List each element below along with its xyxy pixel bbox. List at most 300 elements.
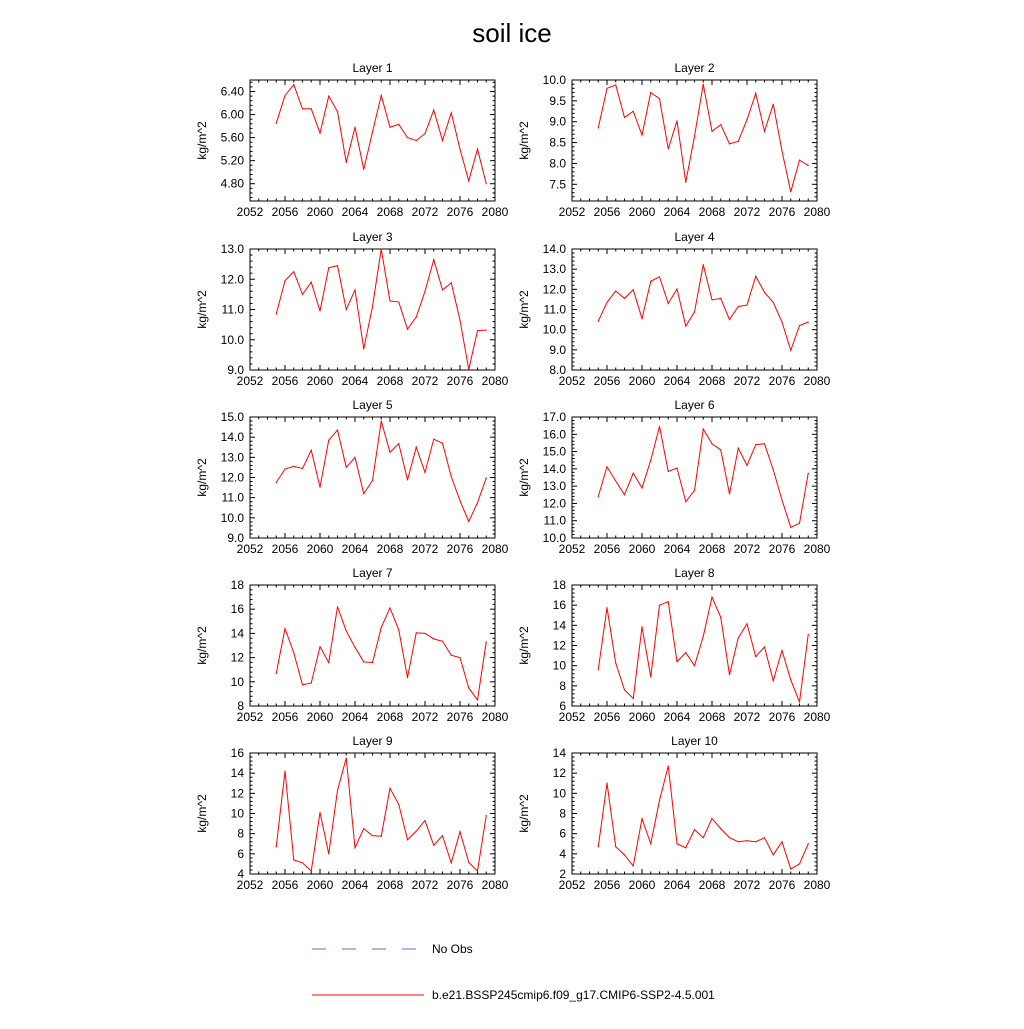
x-tick-label: 2056 — [593, 710, 621, 724]
data-point — [328, 267, 329, 268]
data-point — [598, 321, 599, 322]
data-point — [668, 303, 669, 304]
data-point — [407, 677, 408, 678]
y-axis-label: kg/m^2 — [517, 458, 531, 497]
x-tick-label: 2052 — [558, 878, 586, 892]
data-point — [424, 472, 425, 473]
data-point — [598, 496, 599, 497]
data-point — [398, 629, 399, 630]
y-tick-label: 15.0 — [220, 410, 244, 424]
y-tick-label: 8 — [559, 678, 566, 693]
data-point — [808, 843, 809, 844]
x-tick-label: 2056 — [593, 205, 621, 219]
panel-title: Layer 6 — [674, 398, 715, 412]
y-tick-label: 8.0 — [549, 156, 566, 171]
data-point — [276, 123, 277, 124]
x-tick-label: 2056 — [271, 205, 299, 219]
data-point — [354, 457, 355, 458]
data-point — [398, 804, 399, 805]
data-point — [433, 109, 434, 110]
y-tick-label: 12.0 — [542, 496, 566, 511]
data-point — [293, 859, 294, 860]
y-axis-label: kg/m^2 — [195, 458, 209, 497]
data-point — [372, 306, 373, 307]
data-point — [729, 837, 730, 838]
data-point — [755, 444, 756, 445]
data-point — [363, 661, 364, 662]
y-tick-label: 5.60 — [220, 130, 244, 145]
x-tick-label: 2076 — [446, 374, 474, 388]
data-point — [703, 84, 704, 85]
panels-group — [195, 61, 831, 892]
data-point — [372, 662, 373, 663]
data-point — [381, 95, 382, 96]
data-point — [451, 282, 452, 283]
x-tick-label: 2064 — [341, 710, 369, 724]
data-point — [311, 450, 312, 451]
data-point — [486, 815, 487, 816]
data-point — [398, 124, 399, 125]
data-point — [790, 868, 791, 869]
data-point — [659, 800, 660, 801]
data-point — [703, 837, 704, 838]
data-point — [755, 841, 756, 842]
data-point — [337, 111, 338, 112]
x-tick-label: 2056 — [271, 878, 299, 892]
data-point — [442, 835, 443, 836]
data-point — [468, 862, 469, 863]
data-point — [598, 127, 599, 128]
plot-frame — [250, 249, 495, 370]
data-point — [624, 298, 625, 299]
data-point — [615, 846, 616, 847]
y-tick-label: 13.0 — [220, 450, 244, 465]
data-point — [276, 482, 277, 483]
y-tick-label: 12 — [552, 766, 566, 781]
data-point — [433, 259, 434, 260]
x-tick-label: 2076 — [768, 710, 796, 724]
y-tick-label: 13.0 — [220, 242, 244, 256]
y-tick-label: 10.0 — [542, 73, 566, 87]
y-tick-label: 13.0 — [542, 479, 566, 494]
y-tick-label: 10.0 — [220, 332, 244, 347]
data-point — [424, 133, 425, 134]
data-point — [746, 119, 747, 120]
x-tick-label: 2076 — [768, 878, 796, 892]
y-tick-label: 12 — [230, 650, 244, 665]
data-point — [781, 150, 782, 151]
x-tick-label: 2060 — [306, 374, 334, 388]
data-point — [407, 839, 408, 840]
y-axis-label: kg/m^2 — [517, 121, 531, 160]
data-point — [302, 294, 303, 295]
y-axis-label: kg/m^2 — [195, 794, 209, 833]
data-point — [799, 325, 800, 326]
data-point — [685, 501, 686, 502]
x-tick-label: 2056 — [593, 374, 621, 388]
y-tick-label: 9.0 — [549, 114, 566, 129]
data-point — [598, 846, 599, 847]
data-point — [442, 140, 443, 141]
y-tick-label: 7.5 — [549, 177, 566, 192]
data-point — [720, 124, 721, 125]
y-tick-label: 4 — [559, 846, 566, 861]
panel-layer-6 — [517, 398, 831, 556]
data-point — [302, 108, 303, 109]
x-tick-label: 2064 — [341, 374, 369, 388]
x-tick-label: 2052 — [236, 374, 264, 388]
legend-obs-label: No Obs — [432, 942, 473, 956]
data-point — [790, 679, 791, 680]
x-tick-label: 2060 — [628, 710, 656, 724]
data-point — [606, 466, 607, 467]
x-tick-label: 2080 — [481, 205, 509, 219]
x-tick-label: 2072 — [733, 205, 761, 219]
x-tick-label: 2056 — [271, 374, 299, 388]
data-point — [764, 292, 765, 293]
series-line — [276, 607, 486, 700]
series-line — [598, 84, 808, 192]
data-point — [633, 473, 634, 474]
data-point — [477, 149, 478, 150]
data-point — [606, 88, 607, 89]
data-point — [764, 443, 765, 444]
data-point — [433, 638, 434, 639]
data-point — [424, 291, 425, 292]
data-point — [293, 271, 294, 272]
y-tick-label: 14 — [230, 626, 244, 641]
data-point — [354, 647, 355, 648]
y-tick-label: 6.40 — [220, 84, 244, 99]
x-tick-label: 2060 — [306, 205, 334, 219]
data-point — [363, 348, 364, 349]
x-tick-label: 2060 — [628, 205, 656, 219]
data-point — [346, 309, 347, 310]
plot-frame — [250, 753, 495, 874]
data-point — [416, 831, 417, 832]
x-tick-label: 2068 — [698, 878, 726, 892]
data-point — [319, 310, 320, 311]
x-tick-label: 2072 — [733, 374, 761, 388]
data-point — [624, 854, 625, 855]
x-tick-label: 2080 — [803, 878, 831, 892]
data-point — [337, 430, 338, 431]
data-point — [694, 829, 695, 830]
data-point — [624, 689, 625, 690]
data-point — [676, 843, 677, 844]
data-point — [389, 607, 390, 608]
data-point — [641, 487, 642, 488]
data-point — [703, 264, 704, 265]
x-tick-label: 2060 — [306, 542, 334, 556]
y-tick-label: 8 — [559, 806, 566, 821]
data-point — [615, 84, 616, 85]
panel-title: Layer 3 — [352, 230, 393, 244]
data-point — [781, 841, 782, 842]
data-point — [302, 468, 303, 469]
data-point — [711, 299, 712, 300]
plot-frame — [250, 585, 495, 706]
data-point — [694, 311, 695, 312]
data-point — [381, 248, 382, 249]
data-point — [676, 661, 677, 662]
data-point — [773, 680, 774, 681]
x-tick-label: 2072 — [411, 710, 439, 724]
data-point — [781, 650, 782, 651]
data-point — [641, 626, 642, 627]
y-tick-label: 11.0 — [543, 302, 566, 317]
x-tick-label: 2068 — [698, 374, 726, 388]
x-tick-label: 2068 — [376, 205, 404, 219]
y-tick-label: 12.0 — [542, 282, 566, 297]
data-point — [633, 111, 634, 112]
x-tick-label: 2068 — [376, 878, 404, 892]
y-tick-label: 4.80 — [220, 176, 244, 191]
x-tick-label: 2076 — [446, 205, 474, 219]
series-line — [598, 265, 808, 351]
data-point — [372, 480, 373, 481]
y-tick-label: 12 — [552, 638, 566, 653]
data-point — [486, 183, 487, 184]
data-point — [293, 466, 294, 467]
y-tick-label: 12 — [230, 786, 244, 801]
data-point — [328, 853, 329, 854]
data-point — [606, 783, 607, 784]
data-point — [363, 169, 364, 170]
data-point — [668, 601, 669, 602]
data-point — [451, 112, 452, 113]
data-point — [746, 465, 747, 466]
y-tick-label: 6.00 — [220, 107, 244, 122]
data-point — [615, 290, 616, 291]
y-tick-label: 16.0 — [542, 427, 566, 442]
data-point — [764, 131, 765, 132]
panel-layer-5 — [195, 398, 509, 556]
x-tick-label: 2060 — [628, 878, 656, 892]
data-point — [433, 845, 434, 846]
y-axis-label: kg/m^2 — [517, 290, 531, 329]
data-point — [381, 420, 382, 421]
y-tick-label: 11.0 — [221, 490, 244, 505]
data-point — [799, 523, 800, 524]
x-tick-label: 2052 — [558, 205, 586, 219]
y-tick-label: 10 — [552, 786, 566, 801]
data-point — [433, 439, 434, 440]
x-tick-label: 2072 — [733, 710, 761, 724]
data-point — [694, 490, 695, 491]
data-point — [407, 137, 408, 138]
data-point — [685, 652, 686, 653]
series-line — [276, 249, 486, 369]
data-point — [685, 182, 686, 183]
x-tick-label: 2064 — [663, 878, 691, 892]
panel-layer-8 — [517, 566, 831, 724]
y-tick-label: 6 — [237, 846, 244, 861]
data-point — [477, 699, 478, 700]
data-point — [764, 837, 765, 838]
panel-title: Layer 8 — [674, 566, 715, 580]
data-point — [746, 623, 747, 624]
data-point — [781, 499, 782, 500]
panel-title: Layer 5 — [352, 398, 393, 412]
data-point — [641, 134, 642, 135]
data-point — [354, 847, 355, 848]
data-point — [407, 329, 408, 330]
data-point — [468, 180, 469, 181]
data-point — [808, 473, 809, 474]
y-tick-label: 10.0 — [542, 531, 566, 545]
data-point — [477, 870, 478, 871]
plot-frame — [572, 417, 817, 538]
y-tick-label: 11.0 — [221, 302, 244, 317]
x-tick-label: 2076 — [768, 374, 796, 388]
x-tick-label: 2076 — [768, 205, 796, 219]
data-point — [451, 476, 452, 477]
data-point — [486, 641, 487, 642]
x-tick-label: 2052 — [236, 878, 264, 892]
data-point — [451, 862, 452, 863]
data-point — [755, 93, 756, 94]
data-point — [416, 140, 417, 141]
x-tick-label: 2072 — [733, 542, 761, 556]
x-tick-label: 2080 — [803, 542, 831, 556]
y-tick-label: 16 — [230, 602, 244, 617]
data-point — [311, 108, 312, 109]
data-point — [773, 302, 774, 303]
data-point — [799, 701, 800, 702]
x-tick-label: 2064 — [663, 205, 691, 219]
data-point — [354, 127, 355, 128]
data-point — [729, 319, 730, 320]
plot-frame — [572, 585, 817, 706]
legend-model-label: b.e21.BSSP245cmip6.f09_g17.CMIP6-SSP2-4.5.001 — [432, 988, 715, 1002]
data-point — [468, 687, 469, 688]
data-point — [389, 452, 390, 453]
data-point — [668, 148, 669, 149]
legend — [312, 942, 715, 1002]
data-point — [738, 306, 739, 307]
x-tick-label: 2072 — [733, 878, 761, 892]
data-point — [284, 771, 285, 772]
data-point — [633, 865, 634, 866]
data-point — [676, 288, 677, 289]
data-point — [650, 676, 651, 677]
data-point — [276, 846, 277, 847]
y-tick-label: 14 — [552, 746, 566, 760]
data-point — [746, 840, 747, 841]
y-tick-label: 10 — [230, 806, 244, 821]
y-tick-label: 8 — [237, 826, 244, 841]
data-point — [389, 127, 390, 128]
data-point — [311, 870, 312, 871]
y-tick-label: 14.0 — [542, 242, 566, 256]
data-point — [659, 98, 660, 99]
data-point — [337, 606, 338, 607]
x-tick-label: 2052 — [558, 710, 586, 724]
data-point — [459, 831, 460, 832]
data-point — [346, 757, 347, 758]
data-point — [477, 502, 478, 503]
data-point — [790, 527, 791, 528]
data-point — [319, 646, 320, 647]
data-point — [790, 350, 791, 351]
y-axis-label: kg/m^2 — [195, 290, 209, 329]
y-tick-label: 12.0 — [220, 470, 244, 485]
x-tick-label: 2060 — [306, 878, 334, 892]
x-tick-label: 2068 — [376, 710, 404, 724]
data-point — [615, 480, 616, 481]
data-point — [451, 655, 452, 656]
y-tick-label: 15.0 — [542, 444, 566, 459]
x-tick-label: 2060 — [628, 374, 656, 388]
data-point — [720, 617, 721, 618]
y-axis-label: kg/m^2 — [517, 794, 531, 833]
data-point — [755, 656, 756, 657]
y-tick-label: 10 — [552, 658, 566, 673]
x-tick-label: 2064 — [663, 374, 691, 388]
data-point — [694, 665, 695, 666]
x-tick-label: 2068 — [698, 205, 726, 219]
x-tick-label: 2080 — [803, 205, 831, 219]
data-point — [773, 469, 774, 470]
data-point — [650, 460, 651, 461]
panel-title: Layer 10 — [671, 734, 718, 748]
y-tick-label: 18 — [552, 578, 566, 592]
data-point — [319, 487, 320, 488]
y-tick-label: 6 — [559, 699, 566, 713]
figure-title: soil ice — [472, 18, 552, 48]
data-point — [459, 319, 460, 320]
x-tick-label: 2072 — [411, 878, 439, 892]
data-point — [398, 443, 399, 444]
x-tick-label: 2080 — [481, 710, 509, 724]
data-point — [738, 141, 739, 142]
panel-layer-1 — [195, 61, 509, 219]
y-tick-label: 11.0 — [543, 513, 566, 528]
data-point — [459, 149, 460, 150]
x-tick-label: 2072 — [411, 542, 439, 556]
data-point — [624, 494, 625, 495]
data-point — [468, 369, 469, 370]
x-tick-label: 2080 — [803, 374, 831, 388]
y-tick-label: 9.5 — [549, 93, 566, 108]
data-point — [416, 316, 417, 317]
data-point — [808, 165, 809, 166]
data-point — [284, 280, 285, 281]
y-tick-label: 14 — [230, 766, 244, 781]
y-tick-label: 12.0 — [220, 272, 244, 287]
y-tick-label: 13.0 — [542, 262, 566, 277]
data-point — [694, 136, 695, 137]
y-tick-label: 9.0 — [549, 342, 566, 357]
y-axis-label: kg/m^2 — [195, 121, 209, 160]
data-point — [328, 96, 329, 97]
series-line — [598, 427, 808, 528]
y-tick-label: 16 — [552, 598, 566, 613]
x-tick-label: 2056 — [271, 710, 299, 724]
data-point — [606, 607, 607, 608]
y-tick-label: 10.0 — [542, 322, 566, 337]
y-tick-label: 8 — [237, 699, 244, 713]
series-line — [598, 597, 808, 702]
data-point — [738, 448, 739, 449]
x-tick-label: 2076 — [768, 542, 796, 556]
x-tick-label: 2056 — [593, 878, 621, 892]
data-point — [650, 843, 651, 844]
panel-title: Layer 7 — [352, 566, 393, 580]
data-point — [293, 652, 294, 653]
data-point — [685, 847, 686, 848]
